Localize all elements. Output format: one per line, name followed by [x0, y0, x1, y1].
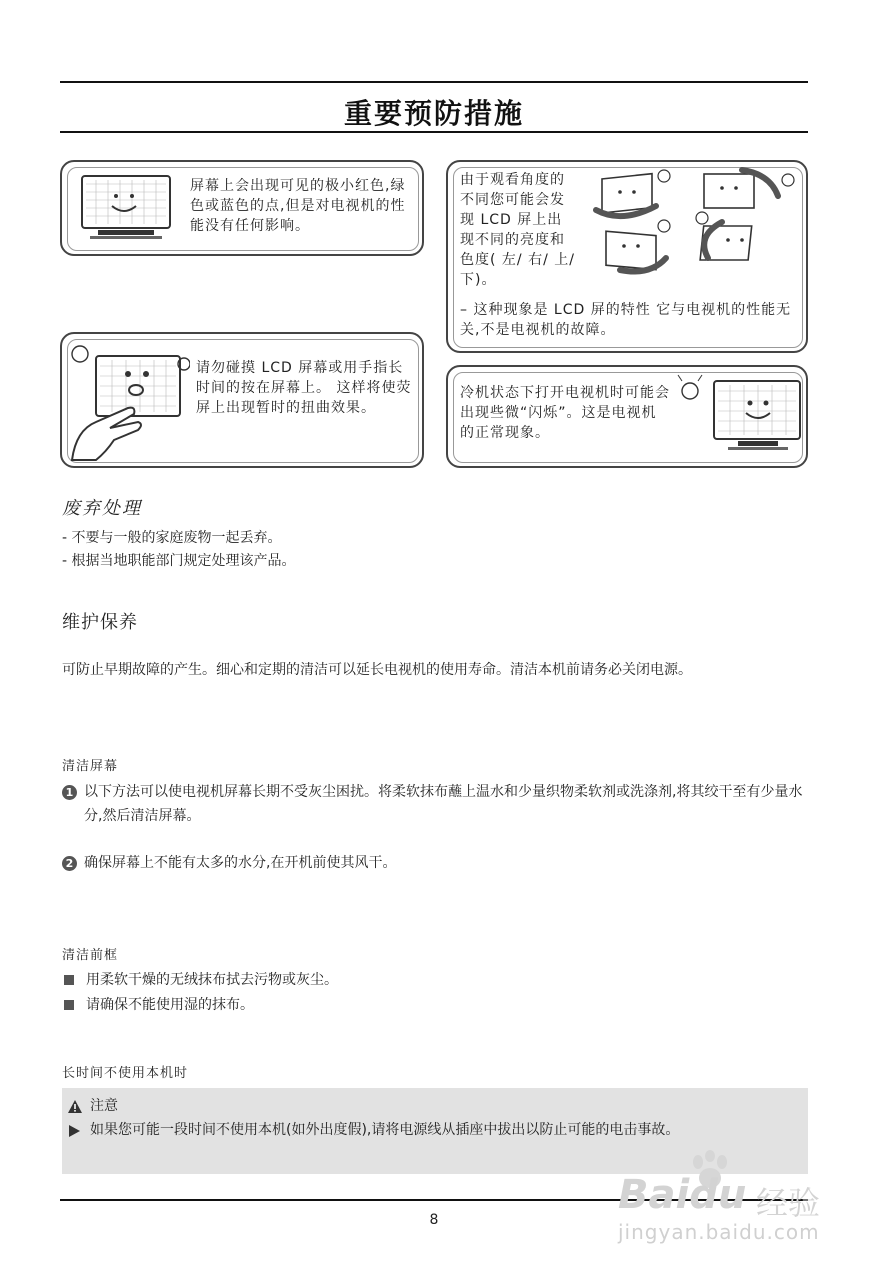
tv-touch-illustration [66, 342, 190, 462]
watermark-brand: Bai [618, 1172, 690, 1218]
bullet-square [64, 975, 74, 985]
panel-touch [60, 332, 424, 468]
maintenance-heading: 维护保养 [62, 612, 138, 633]
long-unused-heading: 长时间不使用本机时 [62, 1066, 189, 1081]
clean-frame-item-2: 请确保不能使用湿的抹布。 [86, 997, 254, 1013]
disposal-heading: 废弃处理 [62, 498, 142, 519]
panel-touch-text: 请勿碰摸 LCD 屏幕或用手指长时间的按在屏幕上。 这样将使荧屏上出现暂时的扭曲效果。 [196, 360, 412, 416]
clean-screen-step-1: 以下方法可以使电视机屏幕长期不受灰尘困扰。将柔软抹布蘸上温水和少量织物柔软剂或洗涤剂,将其绞干至有少量水分,然后清洁屏幕。 [84, 784, 803, 824]
bullet-square [64, 1000, 74, 1010]
disposal-item-1: - 不要与一般的家庭废物一起丢弃。 [62, 530, 282, 546]
page-title: 重要预防措施 [343, 97, 524, 130]
tv-flicker-illustration [676, 373, 804, 459]
clean-screen-heading: 清洁屏幕 [62, 759, 119, 774]
caution-label: 注意 [90, 1098, 118, 1114]
watermark-url: jingyan.baidu.com [618, 1220, 820, 1244]
panel-cold [446, 365, 808, 468]
top-rule [60, 81, 808, 83]
panel-angle-note: – 这种现象是 LCD 屏的特性 它与电视机的性能无关,不是电视机的故障。 [460, 302, 792, 338]
maintenance-intro: 可防止早期故障的产生。细心和定期的清洁可以延长电视机的使用寿命。清洁本机前请务必关闭电源。 [62, 662, 692, 678]
page-number: 8 [429, 1212, 439, 1228]
disposal-item-2: - 根据当地职能部门规定处理该产品。 [62, 553, 296, 569]
panel-angle-text: 由于观看角度的不同您可能会发现 LCD 屏上出现不同的亮度和色度( 左/ 右/ 上/ 下)。 [460, 172, 575, 288]
step-number-2: 2 [62, 856, 77, 871]
tv-angles-illustration [592, 166, 802, 276]
play-arrow-icon [69, 1125, 80, 1137]
caution-text: 如果您可能一段时间不使用本机(如外出度假),请将电源线从插座中拔出以防止可能的电击事故。 [90, 1122, 680, 1138]
panel-cold-text: 冷机状态下打开电视机时可能会出现些微“闪烁”。这是电视机的正常现象。 [460, 385, 670, 441]
panel-dots-text: 屏幕上会出现可见的极小红色,绿色或蓝色的点,但是对电视机的性能没有任何影响。 [190, 178, 406, 234]
step-number-1: 1 [62, 785, 77, 800]
watermark-product: 经验 [756, 1184, 821, 1222]
clean-screen-step-2: 确保屏幕上不能有太多的水分,在开机前使其风干。 [84, 855, 397, 871]
baidu-watermark [618, 1150, 848, 1250]
clean-frame-heading: 清洁前框 [62, 948, 119, 963]
watermark-brand-tail: du [689, 1172, 747, 1218]
panel-dots [60, 160, 424, 256]
warning-icon [68, 1100, 82, 1113]
tv-dots-illustration [76, 172, 176, 244]
panel-angle [446, 160, 808, 353]
clean-frame-item-1: 用柔软干燥的无绒抹布拭去污物或灰尘。 [86, 972, 338, 988]
title-rule [60, 131, 808, 133]
